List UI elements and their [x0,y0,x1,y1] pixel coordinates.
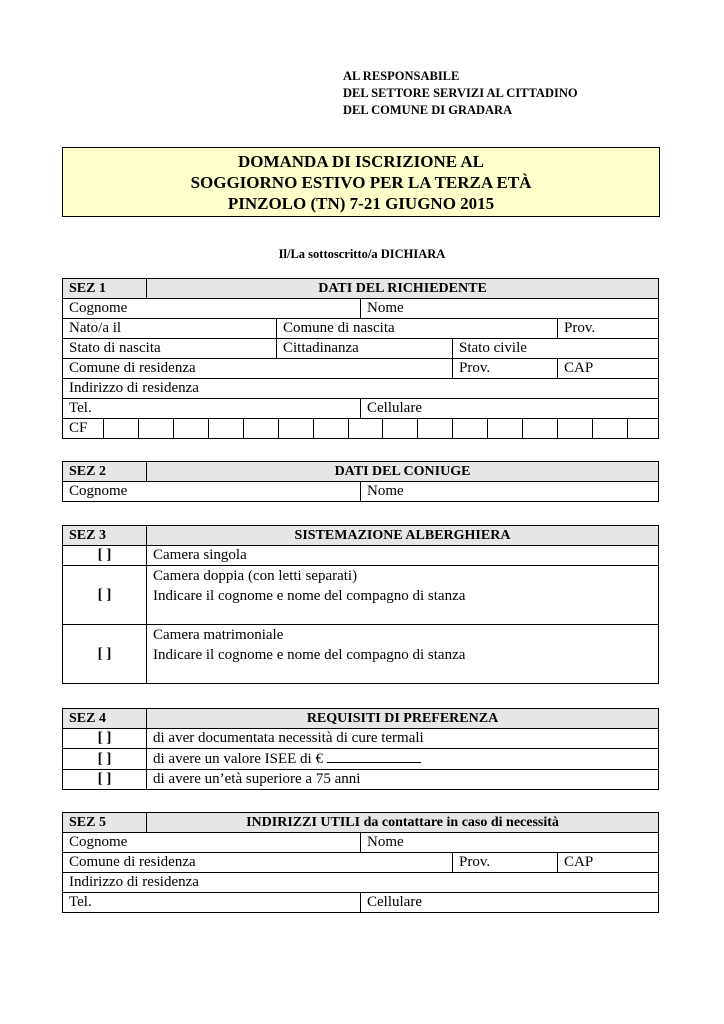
contact-name-field[interactable]: Nome [361,833,659,853]
section-2-label: SEZ 2 [63,462,147,482]
fiscal-code-box[interactable] [452,419,487,438]
isee-label: di avere un valore ISEE di € [153,751,323,767]
matrimonial-room-option [147,625,659,684]
document-title [62,147,660,217]
applicant-name-field[interactable]: Nome [361,299,659,319]
section-5-label: SEZ 5 [63,813,147,833]
matrimonial-room-checkbox[interactable]: [ ] [63,625,147,684]
contact-surname-field[interactable]: Cognome [63,833,361,853]
fiscal-code-box[interactable] [208,419,243,438]
section-3-title: SISTEMAZIONE ALBERGHIERA [147,526,659,546]
fiscal-code-box[interactable] [138,419,173,438]
contact-mobile-field[interactable]: Cellulare [361,893,659,913]
section-1-title: DATI DEL RICHIEDENTE [147,279,659,299]
double-room-roommate-label: Indicare il cognome e nome del compagno di stanza [153,588,466,604]
fiscal-code-boxes [63,419,658,438]
isee-checkbox[interactable]: [ ] [63,749,147,770]
section-4-title: REQUISITI DI PREFERENZA [147,709,659,729]
title-line-1: DOMANDA DI ISCRIZIONE AL [237,152,485,171]
thermal-care-checkbox[interactable]: [ ] [63,729,147,749]
fiscal-code-label: CF [69,420,88,436]
contact-residence-province-field[interactable]: Prov. [453,853,558,873]
section-5-title: INDIRIZZI UTILI da contattare in caso di necessità [147,813,659,833]
applicant-birth-province-field[interactable]: Prov. [558,319,659,339]
fiscal-code-box[interactable] [348,419,383,438]
applicant-citizenship-field[interactable]: Cittadinanza [277,339,453,359]
title-line-2: SOGGIORNO ESTIVO PER LA TERZA ETÀ [190,173,532,192]
section-5-emergency-contacts [62,812,659,913]
section-4-label: SEZ 4 [63,709,147,729]
thermal-care-label: di aver documentata necessità di cure termali [147,729,659,749]
matrimonial-room-roommate-label: Indicare il cognome e nome del compagno di stanza [153,647,466,663]
applicant-marital-status-field[interactable]: Stato civile [453,339,659,359]
section-2-title: DATI DEL CONIUGE [147,462,659,482]
applicant-residence-municipality-field[interactable]: Comune di residenza [63,359,453,379]
matrimonial-room-label: Camera matrimoniale [153,627,284,643]
applicant-birth-municipality-field[interactable]: Comune di nascita [277,319,558,339]
applicant-cap-field[interactable]: CAP [558,359,659,379]
applicant-residence-province-field[interactable]: Prov. [453,359,558,379]
applicant-fiscal-code-row [63,419,659,439]
applicant-address-field[interactable]: Indirizzo di residenza [63,379,659,399]
fiscal-code-box[interactable] [417,419,452,438]
fiscal-code-box[interactable] [243,419,278,438]
recipient-line-2: DEL SETTORE SERVIZI AL CITTADINO [343,86,578,100]
fiscal-code-box[interactable] [313,419,348,438]
double-room-label: Camera doppia (con letti separati) [153,568,358,584]
isee-option [147,749,659,770]
section-2-spouse [62,461,659,502]
applicant-phone-field[interactable]: Tel. [63,399,361,419]
section-1-label: SEZ 1 [63,279,147,299]
spouse-surname-field[interactable]: Cognome [63,482,361,502]
fiscal-code-box[interactable] [592,419,627,438]
double-room-checkbox[interactable]: [ ] [63,566,147,625]
single-room-checkbox[interactable]: [ ] [63,546,147,566]
applicant-birthdate-field[interactable]: Nato/a il [63,319,277,339]
section-4-preferences [62,708,659,790]
contact-residence-municipality-field[interactable]: Comune di residenza [63,853,453,873]
contact-address-field[interactable]: Indirizzo di residenza [63,873,659,893]
age-over-75-checkbox[interactable]: [ ] [63,770,147,790]
recipient-address [343,68,578,119]
recipient-line-3: DEL COMUNE DI GRADARA [343,103,513,117]
fiscal-code-box[interactable] [382,419,417,438]
contact-phone-field[interactable]: Tel. [63,893,361,913]
title-line-3: PINZOLO (TN) 7-21 GIUGNO 2015 [227,194,495,213]
fiscal-code-box[interactable] [103,419,138,438]
spouse-name-field[interactable]: Nome [361,482,659,502]
fiscal-code-box[interactable] [557,419,592,438]
fiscal-code-box[interactable] [487,419,522,438]
fiscal-code-box[interactable] [522,419,557,438]
age-over-75-label: di avere un’età superiore a 75 anni [147,770,659,790]
fiscal-code-box[interactable] [278,419,313,438]
contact-cap-field[interactable]: CAP [558,853,659,873]
fiscal-code-box[interactable] [173,419,208,438]
declaration-text: Il/La sottoscritto/a DICHIARA [278,247,446,261]
isee-value-blank[interactable] [327,749,421,763]
recipient-line-1: AL RESPONSABILE [343,69,460,83]
section-3-label: SEZ 3 [63,526,147,546]
applicant-mobile-field[interactable]: Cellulare [361,399,659,419]
double-room-option [147,566,659,625]
section-3-accommodation [62,525,659,684]
single-room-label: Camera singola [147,546,659,566]
applicant-birth-country-field[interactable]: Stato di nascita [63,339,277,359]
applicant-surname-field[interactable]: Cognome [63,299,361,319]
fiscal-code-box[interactable] [627,419,658,438]
section-1-applicant [62,278,659,439]
